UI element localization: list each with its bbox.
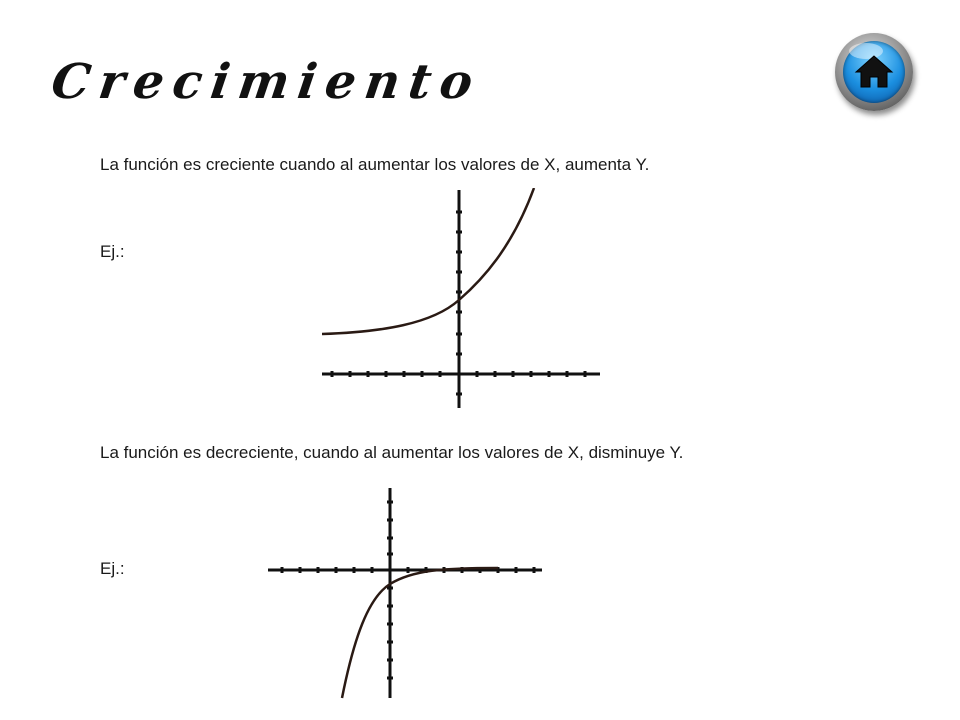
slide-title: Crecimiento — [48, 54, 486, 110]
home-icon — [850, 48, 898, 96]
decreasing-function-graph — [268, 488, 544, 700]
decreasing-example-label: Ej.: — [100, 559, 125, 578]
decreasing-definition: La función es decreciente, cuando al aumentar los valores de X, disminuye Y. — [100, 443, 684, 462]
increasing-definition: La función es creciente cuando al aumentar los valores de X, aumenta Y. — [100, 155, 650, 174]
increasing-example-label: Ej.: — [100, 242, 125, 261]
home-button[interactable] — [835, 33, 913, 111]
decreasing-curve — [342, 568, 498, 698]
increasing-function-graph — [322, 188, 602, 410]
